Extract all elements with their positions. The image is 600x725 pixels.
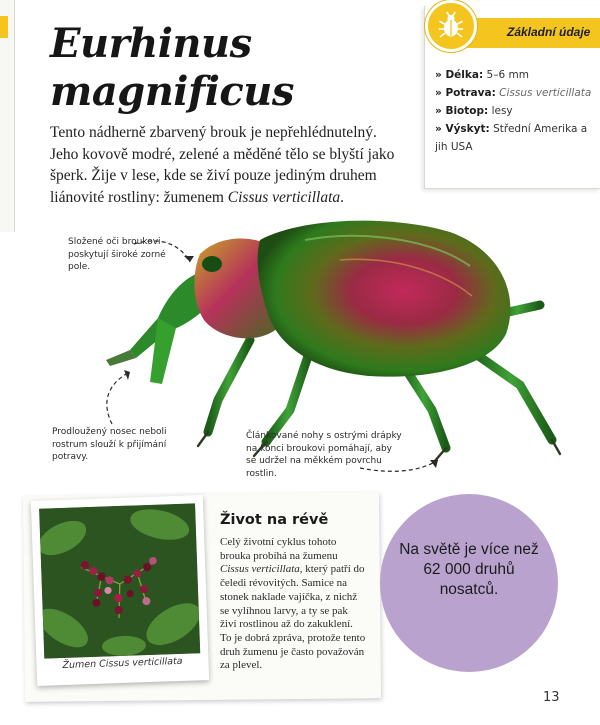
fact-length: » Délka: 5–6 mm [435,66,595,84]
previous-page-edge [0,0,15,232]
plant-photo [39,503,200,658]
page-edge-tab [0,16,8,38]
vine-plant-name: Cissus verticillata [220,563,300,576]
facts-list [435,66,595,156]
photo-caption: Žumen Cissus verticillata [62,655,183,672]
beetle-icon [425,0,477,52]
title-line-1: Eurhinus [50,20,252,67]
species-fact-circle [380,494,558,672]
annotation-compound-eyes: Složené oči broukovi poskytují široké zorné pole. [68,237,166,272]
intro-paragraph [50,122,405,208]
species-fact-text: Na světě je více než 62 000 druhů nosatců. [399,541,539,598]
fact-habitat: » Biotop: lesy [435,102,595,120]
annotation-legs: Článkované nohy s ostrými drápky na konci broukovi pomáhají, aby se udržel na měkkém povrchu rostlin. [246,431,402,479]
intro-plant-name: Cissus verticillata [227,188,341,206]
fact-food: » Potrava: Cissus verticillata [435,84,595,102]
vine-section-title: Život na révě [220,512,329,528]
page-number: 13 [543,690,560,705]
page-title [50,20,294,116]
plant-photo-frame [31,495,209,686]
intro-text: Tento nádherně zbarvený brouk je nepřehlédnutelný. Jeho kovově modré, zelené a měděné tělo se blyští jako šperk. Žije v lese, kde se živí pouze jediným druhem liánovité rostliny: žumenem [50,124,395,206]
intro-end: . [340,188,345,206]
annotation-rostrum: Prodloužený nosec neboli rostrum slouží k přijímání potravy. [52,427,167,462]
facts-title: Základní údaje [507,25,591,39]
fact-range: » Výskyt: Střední Amerika a jih USA [435,120,595,156]
title-line-2: magnificus [50,68,294,115]
facts-box [424,6,600,189]
vine-section-text: Celý životní cyklus tohoto brouka probíhá na žumenu Cissus verticillata, který patří do čeledi révovitých. Samice na stonek naklade vajíčka, z nichž se vylíhnou larvy, a ty se pak živí rostlinou až do zakuklení. To je dobrá zpráva, protože tento druh žumenu je často považován za plevel. [220,536,366,672]
